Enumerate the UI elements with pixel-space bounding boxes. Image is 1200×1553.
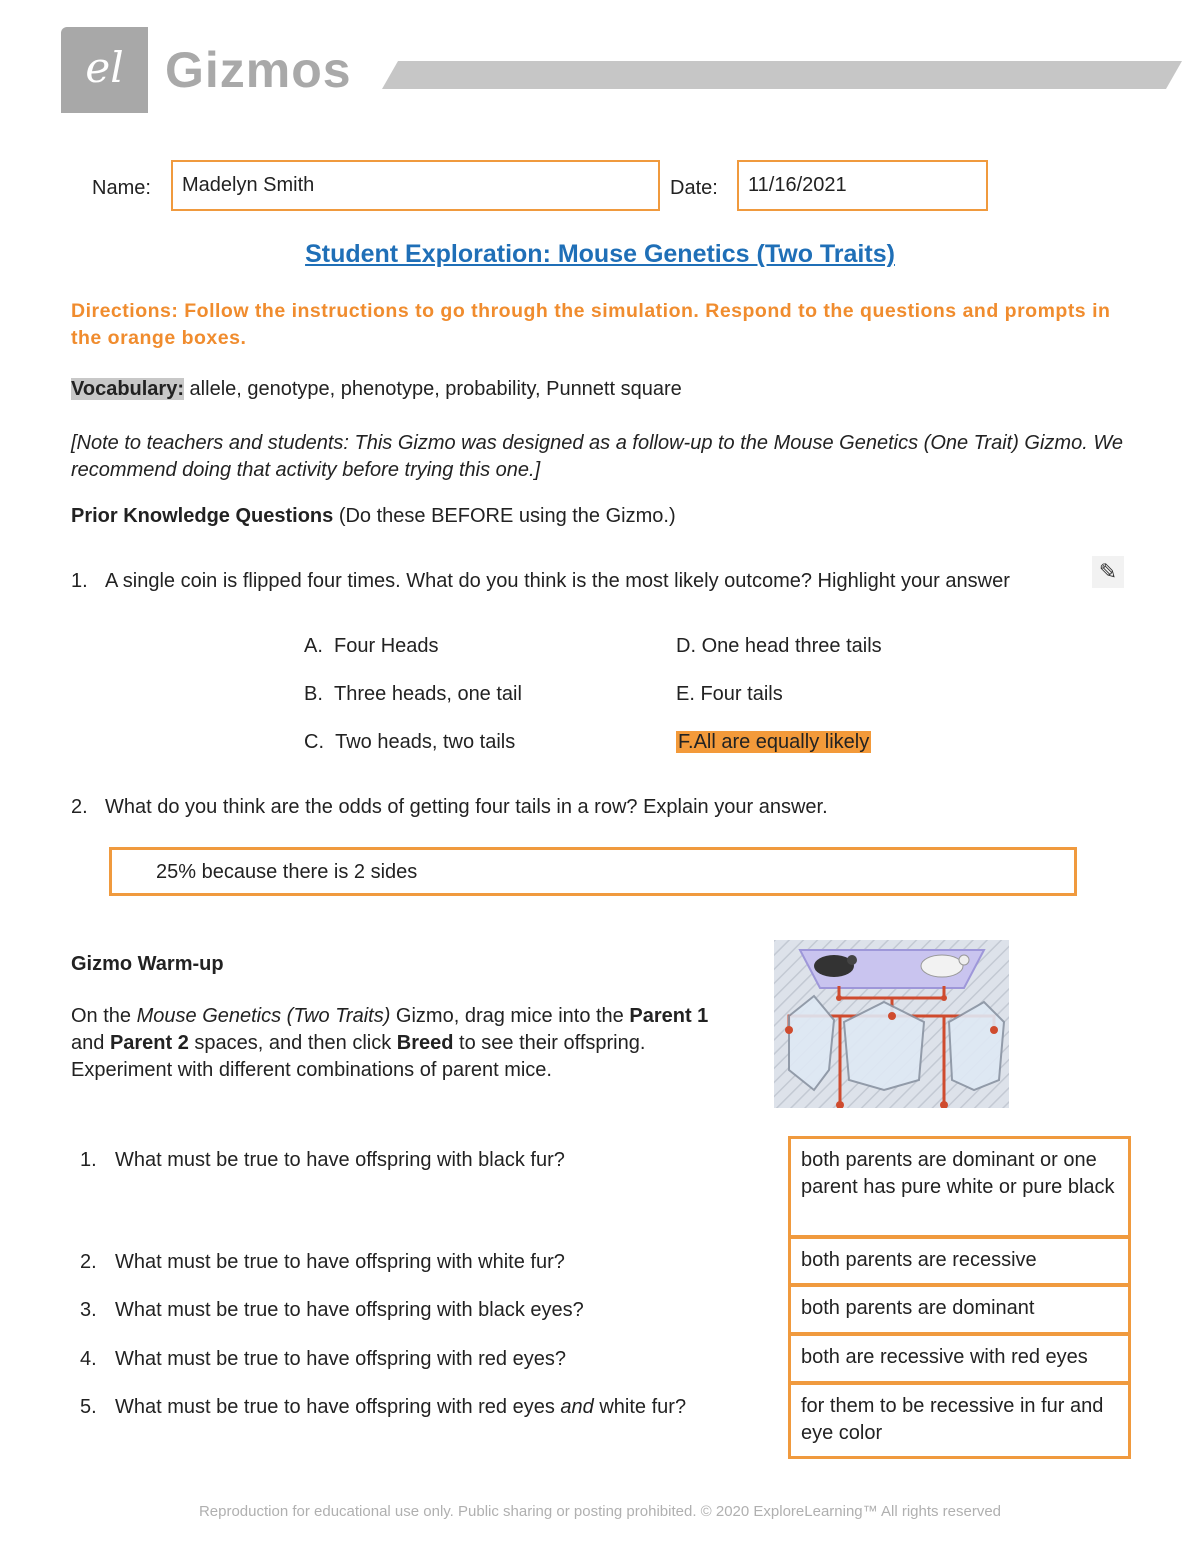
prior-q2-number: 2. <box>71 796 88 818</box>
warmup-q5-number: 5. <box>80 1396 97 1418</box>
warmup-q4-number: 4. <box>80 1348 97 1370</box>
footer-copyright: Reproduction for educational use only. Public sharing or posting prohibited. © 2020 ExploreLearning™ All rights reserved <box>198 1503 1002 1520</box>
warmup-q3-number: 3. <box>80 1299 97 1321</box>
explorelearning-logo: el <box>61 27 148 113</box>
warmup-instructions: On the Mouse Genetics (Two Traits) Gizmo, drag mice into the Parent 1 and Parent 2 spaces, and then click Breed to see their offspring. Experiment with different combinations of parent mice. <box>71 1005 709 1081</box>
choice-f-highlighted[interactable]: F.All are equally likely <box>678 731 870 753</box>
date-field[interactable]: 11/16/2021 <box>737 160 988 211</box>
warmup-q5-text: What must be true to have offspring with red eyes and white fur? <box>115 1396 687 1418</box>
choice-b[interactable]: B. Three heads, one tail <box>304 683 522 705</box>
warmup-answer-4[interactable]: both are recessive with red eyes <box>788 1333 1131 1384</box>
directions: Directions: Follow the instructions to go through the simulation. Respond to the questions and prompts in the orange boxes. <box>71 300 1111 349</box>
vocabulary-label: Vocabulary: <box>71 378 184 400</box>
choice-d[interactable]: D. One head three tails <box>676 635 882 657</box>
gizmo-screenshot <box>774 940 1009 1108</box>
header-bar <box>382 61 1182 89</box>
warmup-answer-3[interactable]: both parents are dominant <box>788 1284 1131 1335</box>
warmup-q1-number: 1. <box>80 1149 97 1171</box>
prior-q2-text: What do you think are the odds of getting four tails in a row? Explain your answer. <box>105 796 828 818</box>
warmup-q2-text: What must be true to have offspring with white fur? <box>115 1251 565 1273</box>
prior-knowledge-heading: Prior Knowledge Questions (Do these BEFORE using the Gizmo.) <box>71 505 676 527</box>
warmup-q4-text: What must be true to have offspring with red eyes? <box>115 1348 566 1370</box>
teacher-note: [Note to teachers and students: This Gizmo was designed as a follow-up to the Mouse Genetics (One Trait) Gizmo. We recommend doing that activity before trying this one.] <box>71 432 1123 481</box>
prior-q1-text: A single coin is flipped four times. What do you think is the most likely outcome? Highlight your answer <box>105 570 1010 592</box>
page-title: Student Exploration: Mouse Genetics (Two Traits) <box>305 240 895 268</box>
name-label: Name: <box>92 177 151 199</box>
warmup-q3-text: What must be true to have offspring with black eyes? <box>115 1299 584 1321</box>
warmup-answer-1[interactable]: both parents are dominant or one parent has pure white or pure black <box>788 1136 1131 1238</box>
prior-q2-answer-box[interactable]: 25% because there is 2 sides <box>109 847 1077 896</box>
prior-q1-number: 1. <box>71 570 88 592</box>
gizmos-brand: Gizmos <box>165 42 352 98</box>
choice-e[interactable]: E. Four tails <box>676 683 783 705</box>
name-field[interactable]: Madelyn Smith <box>171 160 660 211</box>
date-label: Date: <box>670 177 718 199</box>
pencil-icon[interactable]: ✎ <box>1092 556 1124 588</box>
warmup-answer-5[interactable]: for them to be recessive in fur and eye color <box>788 1382 1131 1459</box>
warmup-q1-text: What must be true to have offspring with black fur? <box>115 1149 565 1171</box>
vocabulary <box>71 376 682 403</box>
warmup-heading: Gizmo Warm-up <box>71 953 224 975</box>
choice-a[interactable]: A. Four Heads <box>304 635 439 657</box>
vocabulary-terms: allele, genotype, phenotype, probability, Punnett square <box>184 378 682 400</box>
choice-c[interactable]: C. Two heads, two tails <box>304 731 516 753</box>
warmup-q2-number: 2. <box>80 1251 97 1273</box>
warmup-answer-2[interactable]: both parents are recessive <box>788 1236 1131 1286</box>
